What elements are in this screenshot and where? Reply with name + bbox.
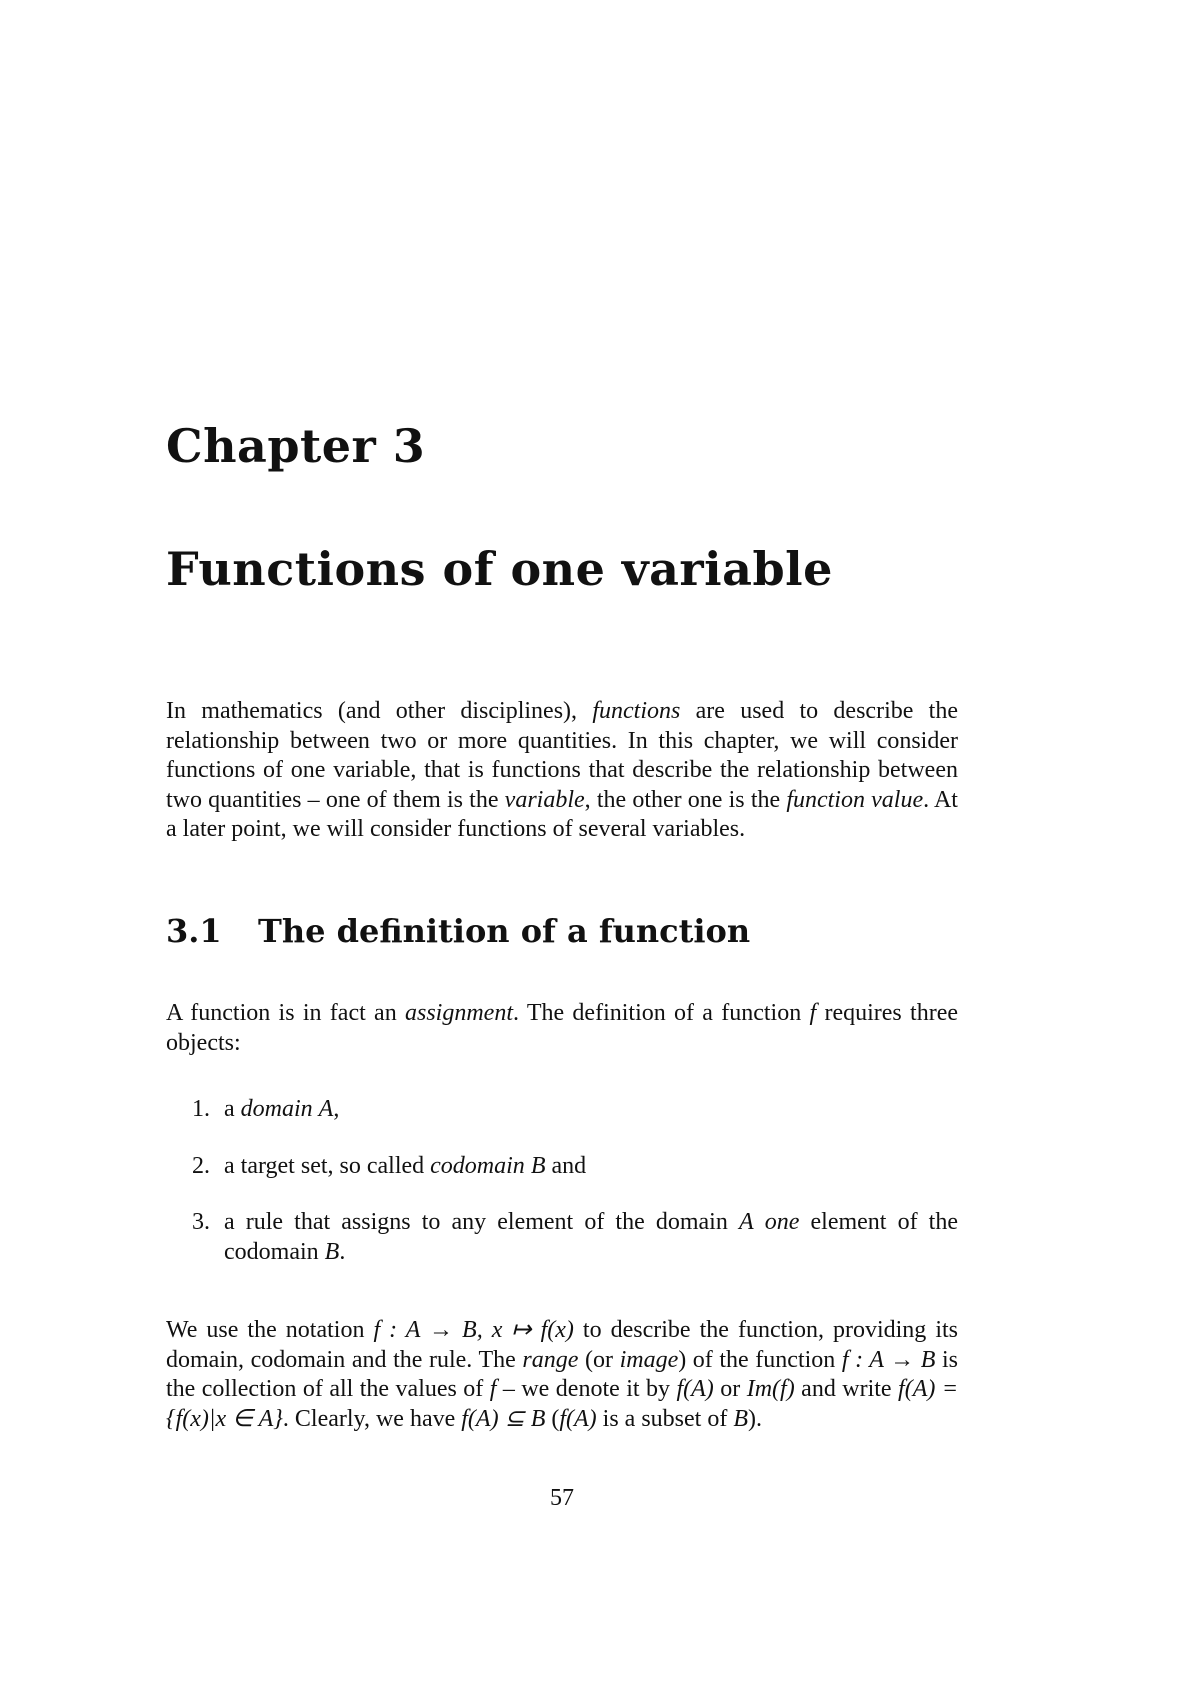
notation-text: – we denote it by bbox=[496, 1376, 677, 1402]
item-text: a target set, so called bbox=[224, 1152, 431, 1179]
section-title: The definition of a function bbox=[258, 912, 751, 950]
list-item bbox=[166, 1152, 958, 1182]
item-text: . bbox=[339, 1238, 346, 1265]
math-symbol: B bbox=[324, 1238, 340, 1265]
intro-paragraph bbox=[166, 697, 958, 845]
math-expression: f(A) ⊆ B bbox=[461, 1405, 546, 1432]
chapter-label: Chapter 3 bbox=[166, 419, 426, 473]
intro-text: . At a later point, we will consider functions of several variables. bbox=[166, 786, 958, 842]
list-item bbox=[166, 1095, 958, 1125]
term-image: image bbox=[619, 1346, 679, 1373]
math-symbol: B bbox=[530, 1152, 546, 1179]
term-function-value: function value bbox=[786, 786, 924, 813]
item-text: a rule that assigns to any element of the domain bbox=[224, 1209, 739, 1235]
notation-text: to describe the function, providing its domain, codomain and the rule. The bbox=[166, 1317, 959, 1373]
notation-text: is the collection of all the values of bbox=[166, 1346, 958, 1402]
list-marker: 3. bbox=[192, 1209, 210, 1235]
page-number: 57 bbox=[550, 1485, 574, 1511]
math-symbol: f bbox=[809, 1000, 817, 1026]
term-variable: variable bbox=[504, 786, 585, 813]
term-domain: domain bbox=[240, 1096, 313, 1122]
notation-text: ). bbox=[748, 1405, 762, 1432]
term-range: range bbox=[522, 1346, 579, 1373]
notation-text: (or bbox=[578, 1346, 620, 1373]
requirements-list bbox=[166, 1095, 958, 1294]
math-expression: f : A → B bbox=[841, 1346, 936, 1373]
item-text bbox=[754, 1209, 765, 1235]
section-text: A function is in fact an bbox=[166, 1000, 405, 1026]
math-expression: f(A) bbox=[676, 1376, 714, 1402]
section-paragraph bbox=[166, 999, 958, 1058]
intro-text: are used to describe the relationship between two or more quantities. In this chapter, we will consider functions of one variable, that is functions that describe the relationship between two quantities – one of them is the bbox=[166, 698, 959, 813]
math-symbol: A bbox=[738, 1209, 754, 1235]
math-expression: f bbox=[489, 1376, 497, 1402]
section-text: . The definition of a function bbox=[512, 1000, 810, 1026]
term-one: one bbox=[764, 1209, 800, 1235]
notation-text: ( bbox=[545, 1405, 560, 1432]
notation-paragraph bbox=[166, 1316, 958, 1434]
section-heading bbox=[166, 911, 750, 951]
notation-text: ) of the function bbox=[678, 1346, 842, 1373]
term-codomain: codomain bbox=[430, 1152, 525, 1179]
math-symbol: A bbox=[318, 1096, 334, 1122]
math-expression: f(A) bbox=[559, 1405, 597, 1432]
list-marker: 1. bbox=[192, 1096, 210, 1122]
item-text: and bbox=[545, 1152, 587, 1179]
math-expression: B bbox=[733, 1405, 748, 1432]
section-number: 3.1 bbox=[166, 912, 222, 950]
term-functions: functions bbox=[592, 698, 681, 724]
notation-text: We use the notation bbox=[166, 1317, 374, 1343]
notation-text: . Clearly, we have bbox=[282, 1405, 462, 1432]
notation-text: is a subset of bbox=[596, 1405, 734, 1432]
intro-text: , the other one is the bbox=[584, 786, 787, 813]
list-marker: 2. bbox=[192, 1152, 210, 1179]
intro-text: In mathematics (and other disciplines), bbox=[166, 698, 593, 724]
item-text: a bbox=[224, 1096, 241, 1122]
notation-text: or bbox=[713, 1376, 747, 1402]
section-text: requires three objects: bbox=[166, 1000, 958, 1056]
math-expression: f : A → B, x ↦ f(x) bbox=[373, 1317, 574, 1343]
chapter-title: Functions of one variable bbox=[166, 542, 833, 596]
list-item bbox=[166, 1208, 958, 1267]
document-page bbox=[166, 0, 958, 1696]
item-text: element of the codomain bbox=[224, 1209, 959, 1265]
math-expression: f(A) = {f(x)|x ∈ A} bbox=[166, 1376, 959, 1432]
math-expression: Im(f) bbox=[746, 1376, 795, 1402]
term-assignment: assignment bbox=[404, 1000, 513, 1026]
item-text: , bbox=[333, 1096, 340, 1122]
notation-text: and write bbox=[794, 1376, 899, 1402]
